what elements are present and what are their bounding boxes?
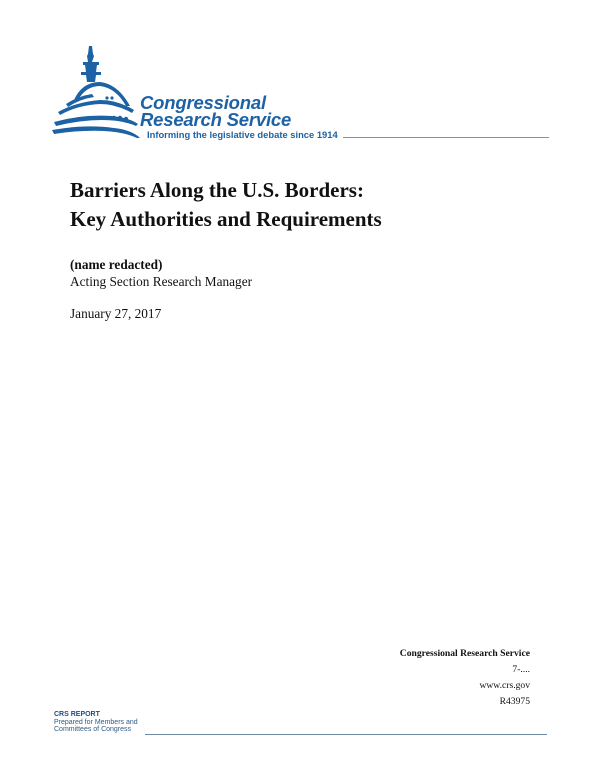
logo-divider bbox=[343, 137, 549, 138]
author-role: Acting Section Research Manager bbox=[70, 274, 253, 289]
logo-title bbox=[140, 94, 291, 128]
logo-line-1: Congressional bbox=[140, 92, 266, 113]
crs-logo bbox=[52, 42, 552, 142]
publication-date: January 27, 2017 bbox=[70, 306, 162, 321]
contact-phone: 7-.... bbox=[512, 664, 530, 675]
contact-website: www.crs.gov bbox=[479, 680, 530, 691]
document-title bbox=[70, 176, 382, 234]
capitol-dome-icon bbox=[52, 42, 142, 142]
title-line-2: Key Authorities and Requirements bbox=[70, 207, 382, 231]
author-block bbox=[70, 256, 252, 290]
contact-organization: Congressional Research Service bbox=[399, 648, 530, 659]
footer-block bbox=[54, 711, 138, 734]
footer-line-2: Committees of Congress bbox=[54, 726, 132, 733]
footer-divider bbox=[145, 734, 547, 735]
logo-line-2: Research Service bbox=[140, 109, 292, 130]
footer-line-1: Prepared for Members and bbox=[54, 718, 138, 726]
contact-block bbox=[400, 646, 530, 710]
author-name: (name redacted) bbox=[70, 257, 163, 272]
footer-label: CRS REPORT bbox=[54, 711, 100, 718]
title-line-1: Barriers Along the U.S. Borders: bbox=[70, 178, 364, 202]
logo-tagline: Informing the legislative debate since 1914 bbox=[147, 129, 338, 140]
report-number: R43975 bbox=[499, 696, 530, 707]
